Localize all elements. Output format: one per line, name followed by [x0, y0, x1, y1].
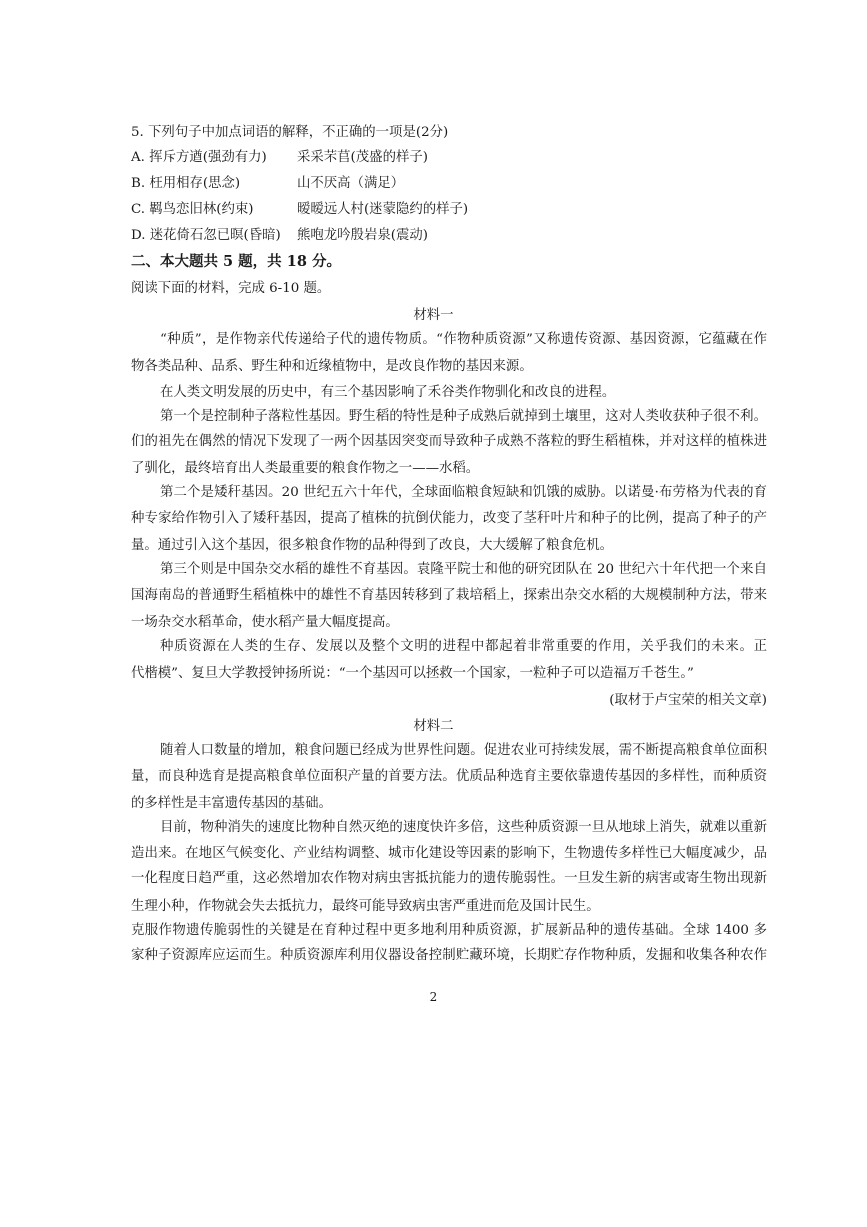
material-2-line: 目前，物种消失的速度比物种自然灭绝的速度快许多倍，这些种质资源一旦从地球上消失，就难以重新	[160, 820, 767, 835]
option-b-left: B. 枉用相存(思念)	[131, 176, 241, 191]
material-2-line: 量，而良种选育是提高粮食单位面积产量的首要方法。优质品种选育主要依靠遗传基因的多样性，而种质资	[131, 769, 767, 784]
question-5-stem: 5. 下列句子中加点词语的解释，不正确的一项是(2分)	[131, 125, 449, 140]
option-a-right: 采采芣苢(茂盛的样子)	[297, 150, 428, 165]
material-1-line: 物各类品种、品系、野生种和近缘植物中，是改良作物的基因来源。	[131, 359, 533, 374]
material-1-line: 一场杂交水稻革命，使水稻产量大幅度提高。	[131, 615, 399, 630]
material-1-line: 第二个是矮秆基因。20 世纪五六十年代，全球面临粮食短缺和饥饿的威胁。以诺曼·布劳格为代表的育	[160, 485, 767, 500]
material-1-line: 种质资源在人类的生存、发展以及整个文明的进程中都起着非常重要的作用，关乎我们的未来。正	[160, 639, 767, 654]
material-1-line: 种专家给作物引入了矮秆基因，提高了植株的抗倒伏能力，改变了茎秆叶片和种子的比例，提高了种子的产	[131, 511, 767, 526]
material-1-line: 国海南岛的普通野生稻植株中的雄性不育基因转移到了栽培稻上，探索出杂交水稻的大规模制种方法，带来	[131, 588, 767, 603]
material-1-source: (取材于卢宝荣的相关文章)	[609, 693, 767, 708]
material-1-title: 材料一	[413, 308, 454, 323]
page-number: 2	[429, 990, 438, 1004]
material-1-line: 了驯化，最终培育出人类最重要的粮食作物之一——水稻。	[131, 461, 480, 476]
section-2-intro: 阅读下面的材料，完成 6-10 题。	[131, 281, 331, 296]
material-2-line: 随着人口数量的增加，粮食问题已经成为世界性问题。促进农业可持续发展，需不断提高粮食单位面积	[160, 743, 767, 758]
option-c-right: 暧暧远人村(迷蒙隐约的样子)	[297, 202, 469, 217]
material-2-line: 一化程度日趋严重，这必然增加农作物对病虫害抵抗能力的遗传脆弱性。一旦发生新的病害或寄生物出现新	[131, 871, 767, 886]
material-2-line: 家种子资源库应运而生。种质资源库利用仪器设备控制贮藏环境，长期贮存作物种质，发掘和收集各种农作	[131, 948, 767, 963]
option-d-right: 熊咆龙吟殷岩泉(震动)	[297, 228, 428, 243]
material-1-line: 在人类文明发展的历史中，有三个基因影响了禾谷类作物驯化和改良的进程。	[160, 385, 616, 400]
material-1-line: 第一个是控制种子落粒性基因。野生稻的特性是种子成熟后就掉到土壤里，这对人类收获种子很不利。	[160, 409, 767, 424]
option-c-left: C. 羁鸟恋旧林(约束)	[131, 202, 254, 217]
material-1-line: 代楷模”、复旦大学教授钟扬所说：“一个基因可以拯救一个国家，一粒种子可以造福万千苍生。”	[131, 666, 694, 681]
material-2-line: 克服作物遗传脆弱性的关键是在育种过程中更多地利用种质资源，扩展新品种的遗传基础。全球 1400 多	[131, 923, 767, 938]
option-b-right: 山不厌高（满足）	[297, 176, 405, 191]
material-1-line: “种质”，是作物亲代传递给子代的遗传物质。“作物种质资源”又称遗传资源、基因资源，它蕴藏在作	[160, 332, 767, 347]
material-1-line: 量。通过引入这个基因，很多粮食作物的品种得到了改良，大大缓解了粮食危机。	[131, 538, 614, 553]
section-2-heading: 二、本大题共 5 题，共 18 分。	[131, 253, 341, 270]
material-1-line: 们的祖先在偶然的情况下发现了一两个因基因突变而导致种子成熟不落粒的野生稻植株，并对这样的植株进	[131, 434, 767, 449]
material-2-line: 造出来。在地区气候变化、产业结构调整、城市化建设等因素的影响下，生物遗传多样性已大幅度减少，品	[131, 846, 767, 861]
option-d-left: D. 迷花倚石忽已暝(昏暗)	[131, 228, 281, 243]
material-2-line: 生理小种，作物就会失去抵抗力，最终可能导致病虫害严重进而危及国计民生。	[131, 899, 600, 914]
option-a-left: A. 挥斥方遒(强劲有力)	[131, 150, 267, 165]
material-2-line: 的多样性是丰富遗传基因的基础。	[131, 796, 332, 811]
material-2-title: 材料二	[413, 719, 454, 734]
material-1-line: 第三个则是中国杂交水稻的雄性不育基因。袁隆平院士和他的研究团队在 20 世纪六十年代把一个来自	[160, 562, 767, 577]
